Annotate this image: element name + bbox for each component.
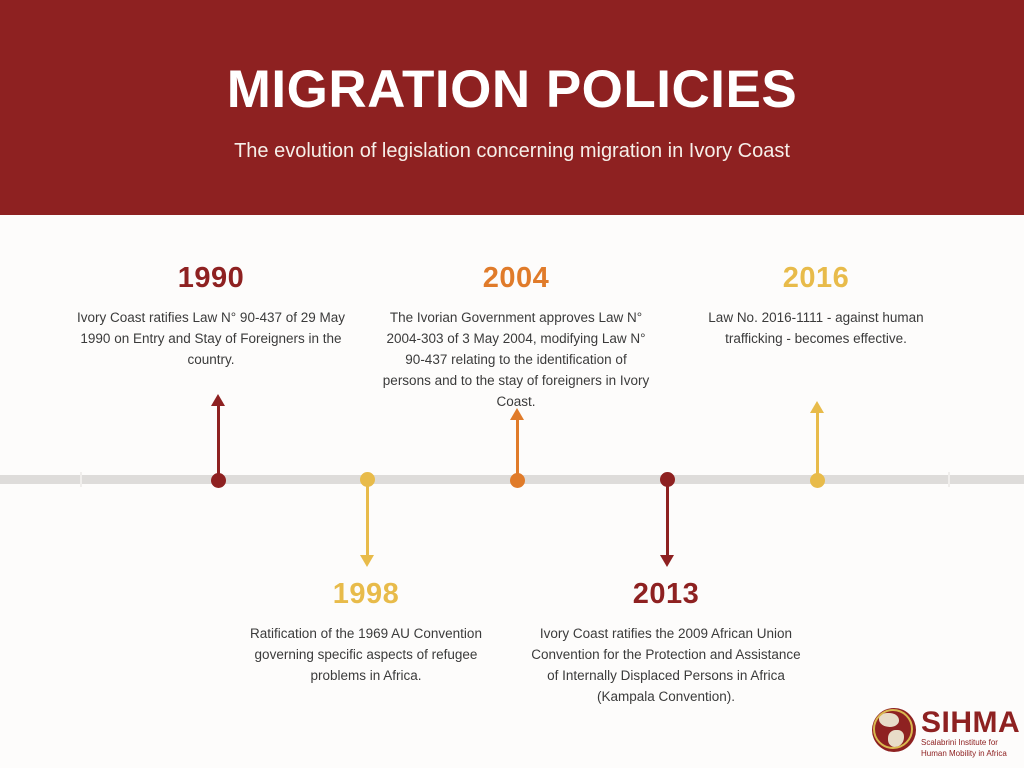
axis-tick <box>948 472 950 487</box>
event-2016 <box>681 262 951 350</box>
sihma-logo <box>872 706 1021 761</box>
arrow-up-icon <box>211 394 225 406</box>
connector-line <box>666 479 669 557</box>
arrow-up-icon <box>810 401 824 413</box>
timeline-dot <box>660 472 675 487</box>
timeline-dot <box>510 473 525 488</box>
event-year: 2016 <box>782 262 850 294</box>
event-year: 2004 <box>482 262 550 294</box>
connector-line <box>217 405 220 480</box>
arrow-down-icon <box>360 555 374 567</box>
event-2013 <box>531 578 801 708</box>
arrow-up-icon <box>510 408 524 420</box>
arrow-down-icon <box>660 555 674 567</box>
event-description: The Ivorian Government approves Law N° 2004-303 of 3 May 2004, modifying Law N° 90-437 relating to the identification of persons and to the stay of foreigners in Ivory Coast. <box>382 310 650 409</box>
logo-name: SIHMA <box>921 706 1021 739</box>
connector-line <box>816 412 819 480</box>
axis-tick <box>80 472 82 487</box>
globe-ring-icon <box>873 709 913 749</box>
timeline-dot <box>360 472 375 487</box>
event-1998 <box>231 578 501 687</box>
event-description: Ratification of the 1969 AU Convention governing specific aspects of refugee problems in Africa. <box>250 626 482 683</box>
timeline-dot <box>211 473 226 488</box>
logo-tagline: Scalabrini Institute for Human Mobility in Africa <box>921 738 1007 758</box>
page-title: MIGRATION POLICIES <box>226 60 798 119</box>
event-1990 <box>76 262 346 371</box>
header-banner <box>0 0 1024 215</box>
event-2004 <box>381 262 651 413</box>
event-year: 2013 <box>632 578 700 610</box>
event-year: 1990 <box>177 262 245 294</box>
connector-line <box>516 419 519 480</box>
event-year: 1998 <box>332 578 400 610</box>
event-description: Law No. 2016-1111 - against human trafficking - becomes effective. <box>708 310 924 346</box>
event-description: Ivory Coast ratifies Law N° 90-437 of 29 May 1990 on Entry and Stay of Foreigners in the country. <box>76 310 346 367</box>
page-subtitle: The evolution of legislation concerning migration in Ivory Coast <box>234 139 790 162</box>
connector-line <box>366 479 369 557</box>
timeline-dot <box>810 473 825 488</box>
event-description: Ivory Coast ratifies the 2009 African Union Convention for the Protection and Assistance of Internally Displaced Persons in Africa (Kampala Convention). <box>531 626 801 704</box>
